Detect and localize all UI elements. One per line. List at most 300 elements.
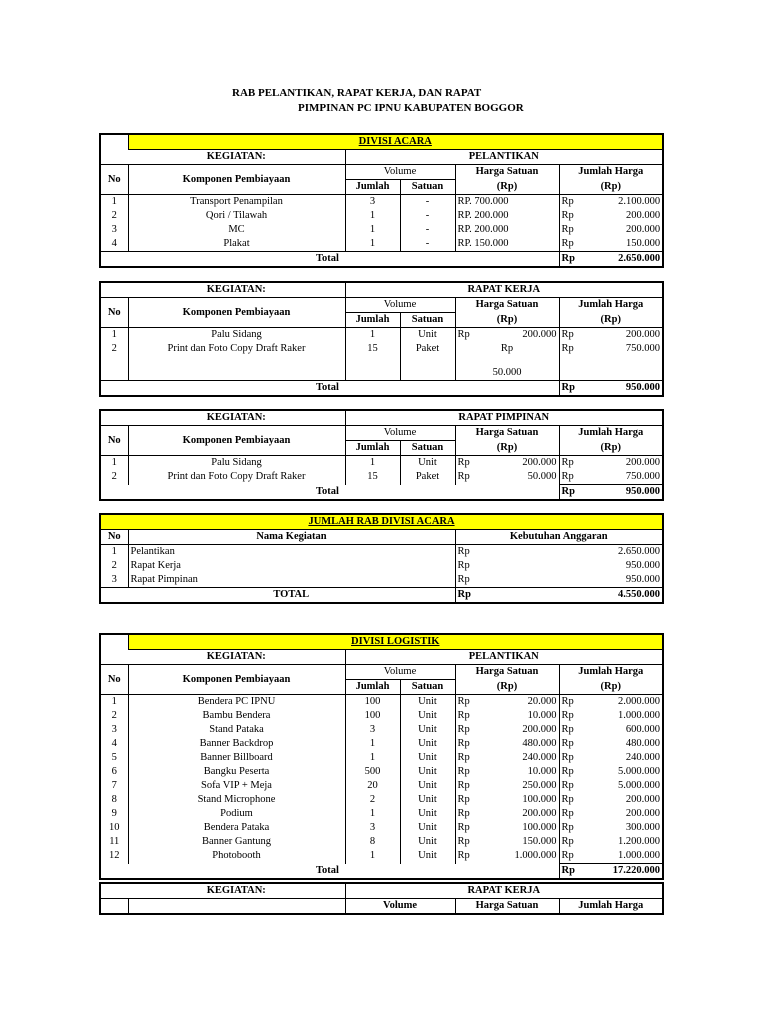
row-total-value: 5.000.000	[618, 766, 661, 777]
row-satuan: Unit	[400, 456, 455, 471]
col-header-rp: (Rp)	[455, 313, 559, 328]
activity-name: RAPAT KERJA	[467, 284, 541, 295]
col-header-volume: Volume	[345, 298, 455, 313]
row-jumlah: 3	[345, 723, 400, 737]
row-item: Stand Microphone	[128, 793, 345, 807]
row-item: Banner Billboard	[128, 751, 345, 765]
row-no: 2	[100, 470, 128, 485]
row-jumlah: 20	[345, 779, 400, 793]
row-amount: 2.650.000	[559, 545, 663, 560]
row-item: Qori / Tilawah	[128, 209, 345, 223]
row-harga	[455, 695, 559, 710]
row-total	[559, 456, 663, 471]
row-harga-value: 250.000	[522, 780, 557, 791]
row-harga	[455, 328, 559, 343]
row-total-value: 200.000	[625, 224, 661, 235]
row-total-value: 200.000	[625, 457, 661, 468]
row-harga	[455, 835, 559, 849]
col-header-komponen: Komponen Pembiayaan	[128, 165, 345, 195]
row-harga: RP. 700.000	[455, 195, 559, 210]
row-satuan: Unit	[400, 709, 455, 723]
col-header-rp: (Rp)	[600, 680, 621, 692]
rp-label: Rp	[457, 696, 470, 707]
rp-label: Rp	[457, 822, 470, 833]
total-value	[559, 864, 663, 880]
table-row	[100, 223, 663, 237]
row-no: 8	[100, 793, 128, 807]
row-no: 1	[100, 695, 128, 710]
row-harga	[455, 765, 559, 779]
col-header-harga-satuan: Harga Satuan	[455, 165, 559, 180]
summary-total-label: TOTAL	[128, 588, 455, 604]
row-total	[559, 470, 663, 485]
row-harga: RP. 200.000	[455, 209, 559, 223]
col-header-harga-satuan: Harga Satuan	[455, 665, 559, 680]
row-total	[559, 821, 663, 835]
col-header-jumlah-harga: Jumlah Harga	[559, 426, 663, 441]
row-jumlah: 15	[345, 470, 400, 485]
row-total	[559, 223, 663, 237]
col-header-nama-kegiatan: Nama Kegiatan	[128, 530, 455, 545]
table-row	[100, 737, 663, 751]
col-header-rp: (Rp)	[455, 180, 559, 195]
row-no: 2	[100, 209, 128, 223]
row-total	[559, 779, 663, 793]
col-header-jumlah-harga: Jumlah Harga	[559, 665, 663, 680]
row-item: Palu Sidang	[128, 456, 345, 471]
row-total-value: 200.000	[625, 329, 661, 340]
table-row	[100, 209, 663, 223]
total-label: Total	[100, 864, 559, 880]
row-no: 1	[100, 545, 128, 560]
total-value	[559, 485, 663, 501]
row-jumlah: 1	[345, 849, 400, 864]
row-no: 2	[100, 559, 128, 573]
kegiatan-label: KEGIATAN:	[128, 282, 345, 298]
col-header-jumlah-harga: Jumlah Harga	[559, 165, 663, 180]
rp-label: Rp	[457, 808, 470, 819]
col-header-kebutuhan: Kebutuhan Anggaran	[509, 531, 608, 542]
row-harga-value: 200.000	[522, 457, 557, 468]
row-no: 1	[100, 456, 128, 471]
row-jumlah: 1	[345, 209, 400, 223]
row-total	[559, 835, 663, 849]
row-item: Bambu Bendera	[128, 709, 345, 723]
col-header-jumlah: Jumlah	[345, 313, 400, 328]
row-no: 1	[100, 195, 128, 210]
rp-label: Rp	[455, 545, 559, 560]
col-header-rp: (Rp)	[600, 313, 621, 325]
row-jumlah: 1	[345, 237, 400, 252]
row-satuan: Unit	[400, 835, 455, 849]
row-item: Transport Penampilan	[128, 195, 345, 210]
col-header-jumlah-harga: Jumlah Harga	[559, 899, 663, 915]
rp-label: Rp	[561, 253, 575, 264]
row-harga-value: 100.000	[522, 822, 557, 833]
row-item: Sofa VIP + Meja	[128, 779, 345, 793]
row-total-value: 2.100.000	[618, 196, 661, 207]
row-name: Rapat Kerja	[128, 559, 455, 573]
kegiatan-label: KEGIATAN:	[128, 650, 345, 665]
row-no: 2	[100, 709, 128, 723]
col-header-no: No	[100, 530, 128, 545]
row-harga	[455, 342, 559, 381]
table-row	[100, 793, 663, 807]
col-header-jumlah: Jumlah	[345, 180, 400, 195]
kegiatan-label: KEGIATAN:	[128, 150, 345, 165]
total-label: Total	[100, 381, 559, 397]
row-total-value: 600.000	[625, 724, 661, 735]
rp-label: Rp	[561, 710, 574, 721]
row-item: Palu Sidang	[128, 328, 345, 343]
rp-label: Rp	[561, 224, 574, 235]
row-satuan: Unit	[400, 695, 455, 710]
row-jumlah: 1	[345, 456, 400, 471]
row-total-value: 750.000	[625, 343, 661, 354]
row-jumlah: 1	[345, 751, 400, 765]
row-jumlah: 1	[345, 328, 400, 343]
row-total	[559, 751, 663, 765]
row-satuan: Unit	[400, 779, 455, 793]
row-total	[559, 709, 663, 723]
row-total-value: 1.000.000	[618, 850, 661, 861]
row-harga	[455, 737, 559, 751]
row-name: Pelantikan	[128, 545, 455, 560]
row-item: Bendera PC IPNU	[128, 695, 345, 710]
col-header-satuan: Satuan	[400, 441, 455, 456]
document-title-line-1: RAB PELANTIKAN, RAPAT KERJA, DAN RAPAT	[232, 87, 482, 99]
rp-label: Rp	[457, 836, 470, 847]
row-jumlah: 3	[345, 821, 400, 835]
row-total	[559, 328, 663, 343]
col-header-jumlah: Jumlah	[345, 680, 400, 695]
acara-rapat-kerja-table	[99, 281, 664, 397]
row-harga	[455, 807, 559, 821]
rp-label: Rp	[561, 238, 574, 249]
rp-label: Rp	[457, 766, 470, 777]
row-no: 6	[100, 765, 128, 779]
activity-name: PELANTIKAN	[468, 151, 539, 162]
activity-name: PELANTIKAN	[468, 651, 539, 662]
rp-label: Rp	[457, 329, 470, 340]
row-harga-value: 480.000	[522, 738, 557, 749]
table-row	[100, 765, 663, 779]
row-satuan: Paket	[400, 470, 455, 485]
rp-label: Rp	[457, 850, 470, 862]
rp-label: Rp	[561, 822, 574, 833]
row-satuan: Unit	[400, 751, 455, 765]
row-item: Banner Gantung	[128, 835, 345, 849]
rp-label: Rp	[457, 724, 470, 735]
table-row	[100, 195, 663, 210]
row-jumlah: 100	[345, 709, 400, 723]
table-row	[100, 456, 663, 471]
col-header-jumlah: Jumlah	[345, 441, 400, 456]
row-satuan: Unit	[400, 849, 455, 864]
row-harga-value: 100.000	[522, 794, 557, 805]
row-jumlah: 15	[345, 342, 400, 381]
row-harga: RP. 200.000	[455, 223, 559, 237]
row-no: 2	[100, 342, 128, 381]
rp-label: Rp	[561, 794, 574, 805]
col-header-rp: (Rp)	[600, 180, 621, 192]
col-header-komponen: Komponen Pembiayaan	[128, 298, 345, 328]
col-header-no: No	[100, 165, 128, 195]
row-total	[559, 737, 663, 751]
col-header-komponen: Komponen Pembiayaan	[128, 665, 345, 695]
row-item: Bendera Pataka	[128, 821, 345, 835]
row-harga-value: 10.000	[527, 710, 557, 721]
total-value	[559, 381, 663, 397]
rp-label: Rp	[561, 382, 575, 393]
col-header-no: No	[100, 426, 128, 456]
row-satuan: -	[400, 223, 455, 237]
col-header-komponen: Komponen Pembiayaan	[128, 426, 345, 456]
row-total	[559, 849, 663, 864]
logistik-rapat-kerja-table	[99, 882, 664, 915]
row-jumlah: 1	[345, 807, 400, 821]
row-satuan: Unit	[400, 821, 455, 835]
rp-label: Rp	[500, 343, 514, 354]
rp-label: Rp	[561, 696, 574, 707]
rp-label: Rp	[561, 738, 574, 749]
row-total-value: 150.000	[625, 238, 661, 249]
row-no: 4	[100, 737, 128, 751]
col-header-harga-satuan: Harga Satuan	[455, 426, 559, 441]
rp-label: Rp	[561, 457, 574, 468]
col-header-rp: (Rp)	[600, 441, 621, 453]
division-title: DIVISI ACARA	[128, 134, 663, 150]
total-label: Total	[100, 252, 559, 268]
document-title-line-2: PIMPINAN PC IPNU KABUPATEN BOGGOR	[298, 102, 524, 114]
row-harga-value: 240.000	[522, 752, 557, 763]
row-satuan: Unit	[400, 328, 455, 343]
col-header-harga-satuan: Harga Satuan	[455, 298, 559, 313]
rp-label: Rp	[457, 574, 470, 585]
row-jumlah: 1	[345, 223, 400, 237]
row-total	[559, 237, 663, 252]
row-jumlah: 3	[345, 195, 400, 210]
row-satuan: Unit	[400, 765, 455, 779]
rp-label: Rp	[457, 752, 470, 763]
rp-label: Rp	[561, 471, 574, 482]
table-row	[100, 723, 663, 737]
row-harga	[455, 849, 559, 864]
col-header-no: No	[100, 665, 128, 695]
logistik-pelantikan-table	[99, 633, 664, 880]
row-item: Photobooth	[128, 849, 345, 864]
row-no: 3	[100, 723, 128, 737]
kegiatan-label: KEGIATAN:	[128, 883, 345, 899]
row-no: 9	[100, 807, 128, 821]
rp-label: Rp	[561, 329, 574, 340]
activity-name: RAPAT KERJA	[467, 885, 541, 896]
row-item: MC	[128, 223, 345, 237]
rp-label: Rp	[561, 808, 574, 819]
summary-table	[99, 513, 664, 604]
row-jumlah: 8	[345, 835, 400, 849]
rp-label: Rp	[457, 457, 470, 468]
division-title: DIVISI LOGISTIK	[128, 634, 663, 650]
col-header-satuan: Satuan	[400, 180, 455, 195]
col-header-volume: Volume	[345, 665, 455, 680]
col-header-jumlah-harga: Jumlah Harga	[559, 298, 663, 313]
rp-label: Rp	[561, 752, 574, 763]
rp-label: Rp	[457, 560, 470, 571]
row-no: 5	[100, 751, 128, 765]
row-harga	[455, 470, 559, 485]
row-satuan: Unit	[400, 807, 455, 821]
row-item: Print dan Foto Copy Draft Raker	[128, 470, 345, 485]
row-item: Podium	[128, 807, 345, 821]
table-row	[100, 821, 663, 835]
row-harga	[455, 456, 559, 471]
row-harga-value: 50.000	[492, 367, 522, 378]
row-jumlah: 1	[345, 737, 400, 751]
rp-label: Rp	[561, 196, 574, 207]
kegiatan-label: KEGIATAN:	[128, 410, 345, 426]
row-satuan: Unit	[400, 793, 455, 807]
row-total	[559, 793, 663, 807]
row-harga-value: 150.000	[522, 836, 557, 847]
row-jumlah: 2	[345, 793, 400, 807]
row-jumlah: 500	[345, 765, 400, 779]
row-name: Rapat Pimpinan	[128, 573, 455, 588]
row-total-value: 300.000	[625, 822, 661, 833]
table-row	[100, 573, 663, 588]
rp-label: Rp	[457, 780, 470, 791]
table-row	[100, 342, 663, 381]
row-harga	[455, 709, 559, 723]
row-total	[559, 723, 663, 737]
col-header-satuan: Satuan	[400, 313, 455, 328]
row-harga	[455, 723, 559, 737]
row-amount: 950.000	[625, 560, 661, 571]
table-row	[100, 559, 663, 573]
col-header-rp: (Rp)	[455, 680, 559, 695]
row-harga	[455, 751, 559, 765]
row-harga-value: 200.000	[522, 724, 557, 735]
row-total	[559, 209, 663, 223]
row-harga-value: 10.000	[527, 766, 557, 777]
rp-label: Rp	[457, 710, 470, 721]
row-no: 3	[100, 573, 128, 588]
row-satuan: -	[400, 209, 455, 223]
row-harga-value: 200.000	[522, 808, 557, 819]
rp-label: Rp	[457, 471, 470, 483]
rp-label: Rp	[561, 343, 574, 354]
row-satuan: Paket	[400, 342, 455, 381]
row-total-value: 240.000	[625, 752, 661, 763]
rp-label: Rp	[561, 865, 575, 876]
acara-pelantikan-table	[99, 133, 664, 268]
row-total-value: 200.000	[625, 808, 661, 819]
col-header-volume: Volume	[345, 899, 455, 915]
activity-name: RAPAT PIMPINAN	[458, 412, 550, 423]
row-total-value: 200.000	[625, 794, 661, 805]
rp-label: Rp	[561, 766, 574, 777]
total-amount: 17.220.000	[612, 865, 661, 876]
row-satuan: -	[400, 237, 455, 252]
total-amount: 950.000	[625, 382, 661, 393]
table-row	[100, 709, 663, 723]
row-item: Print dan Foto Copy Draft Raker	[128, 342, 345, 381]
table-row	[100, 835, 663, 849]
table-row	[100, 779, 663, 793]
row-no: 7	[100, 779, 128, 793]
row-total	[559, 695, 663, 710]
row-no: 10	[100, 821, 128, 835]
row-total	[559, 195, 663, 210]
row-total-value: 200.000	[625, 210, 661, 221]
table-row	[100, 470, 663, 485]
rp-label: Rp	[561, 210, 574, 221]
table-row	[100, 807, 663, 821]
row-total-value: 2.000.000	[618, 696, 661, 707]
row-satuan: -	[400, 195, 455, 210]
rp-label: Rp	[561, 780, 574, 791]
row-item: Plakat	[128, 237, 345, 252]
row-harga: RP. 150.000	[455, 237, 559, 252]
row-total-value: 480.000	[625, 738, 661, 749]
row-harga	[455, 779, 559, 793]
table-row	[100, 328, 663, 343]
acara-rapat-pimpinan-table	[99, 409, 664, 501]
row-no: 1	[100, 328, 128, 343]
total-value	[559, 252, 663, 268]
row-total-value: 750.000	[625, 471, 661, 482]
row-no: 11	[100, 835, 128, 849]
row-satuan: Unit	[400, 723, 455, 737]
col-header-satuan: Satuan	[400, 680, 455, 695]
table-row	[100, 545, 663, 560]
table-row	[100, 751, 663, 765]
col-header-harga-satuan: Harga Satuan	[455, 899, 559, 915]
total-amount: 950.000	[625, 486, 661, 497]
row-harga	[455, 821, 559, 835]
row-harga	[455, 793, 559, 807]
col-header-no: No	[100, 298, 128, 328]
col-header-volume: Volume	[345, 165, 455, 180]
col-header-volume: Volume	[345, 426, 455, 441]
row-no: 12	[100, 849, 128, 864]
row-item: Stand Pataka	[128, 723, 345, 737]
row-total-value: 1.200.000	[618, 836, 661, 847]
summary-total-value: 4.550.000	[559, 588, 663, 604]
row-harga-value: 1.000.000	[514, 850, 557, 862]
row-total	[559, 342, 663, 381]
rp-label: Rp	[457, 738, 470, 749]
rp-label: Rp	[561, 850, 574, 861]
row-jumlah: 100	[345, 695, 400, 710]
row-total-value: 5.000.000	[618, 780, 661, 791]
rp-label: Rp	[561, 724, 574, 735]
row-total	[559, 765, 663, 779]
table-row	[100, 237, 663, 252]
rp-label: Rp	[457, 794, 470, 805]
row-harga-value: 200.000	[522, 329, 557, 340]
table-row	[100, 695, 663, 710]
rp-label: Rp	[561, 486, 575, 497]
row-total	[559, 807, 663, 821]
rp-label: Rp	[561, 836, 574, 847]
row-satuan: Unit	[400, 737, 455, 751]
row-harga-value: 50.000	[527, 471, 557, 483]
row-amount: 950.000	[625, 574, 661, 585]
total-amount: 2.650.000	[618, 253, 661, 264]
row-item: Bangku Peserta	[128, 765, 345, 779]
row-harga-value: 20.000	[527, 696, 557, 707]
